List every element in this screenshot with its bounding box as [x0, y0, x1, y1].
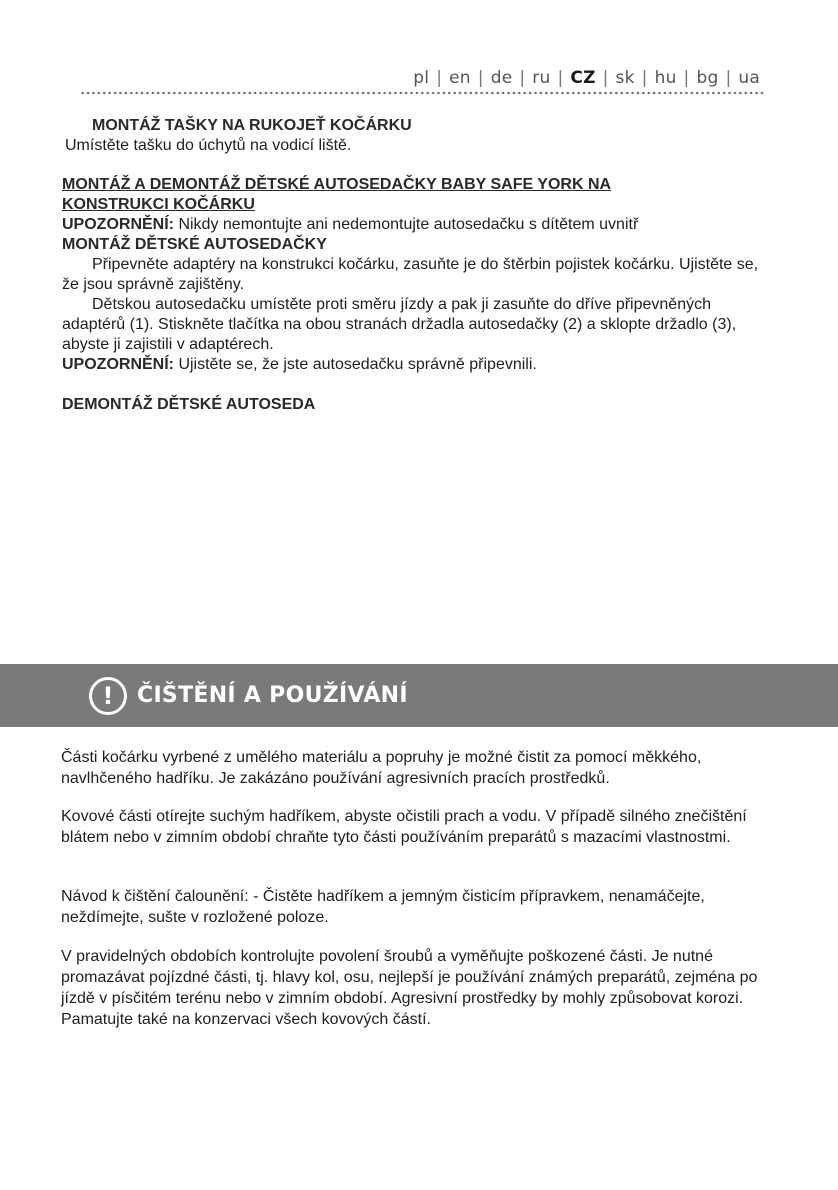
language-selector [413, 68, 760, 88]
section-bag-mounting [62, 116, 762, 156]
section-car-seat [62, 175, 762, 415]
lang-separator: | [683, 68, 690, 88]
car-seat-heading-line2: KONSTRUKCI KOČÁRKU [62, 196, 255, 213]
car-seat-dismount-heading: DEMONTÁŽ DĚTSKÉ AUTOSEDA [62, 396, 316, 413]
car-seat-paragraph-2: Dětskou autosedačku umístěte proti směru jízdy a pak ji zasuňte do dříve připevněných adaptérů (1). Stiskněte tlačítka na obou stranách držadla autosedačky (2) a sklopte držadlo (3), abyste ji zajistili v adaptérech. [62, 296, 737, 353]
banner-title: ČIŠTĚNÍ A POUŽÍVÁNÍ [137, 683, 408, 708]
lang-bg[interactable]: bg [696, 68, 719, 88]
dotted-divider [80, 91, 764, 95]
lang-separator: | [725, 68, 732, 88]
warning-line-2 [62, 355, 762, 375]
lang-separator: | [477, 68, 484, 88]
lang-hu[interactable]: hu [654, 68, 677, 88]
lang-separator: | [641, 68, 648, 88]
lang-separator: | [436, 68, 443, 88]
car-seat-mount-subheading: MONTÁŽ DĚTSKÉ AUTOSEDAČKY [62, 236, 327, 253]
warning-text: Nikdy nemontujte ani nedemontujte autosedačku s dítětem uvnitř [174, 216, 639, 233]
car-seat-paragraph-1: Připevněte adaptéry na konstrukci kočárku, zasuňte je do štěrbin pojistek kočárku. Ujistěte se, že jsou správně zajištěny. [62, 256, 759, 293]
lang-sk[interactable]: sk [615, 68, 635, 88]
cleaning-banner [0, 664, 838, 727]
lang-de[interactable]: de [490, 68, 513, 88]
cleaning-paragraph-1: Části kočárku vyrbené z umělého materiálu a popruhy je možné čistit za pomocí měkkého, navlhčeného hadříku. Je zakázáno používání agresivních pracích prostředků. [61, 749, 702, 787]
warning-text: Ujistěte se, že jste autosedačku správně připevnili. [174, 356, 537, 373]
car-seat-heading-line1: MONTÁŽ A DEMONTÁŽ DĚTSKÉ AUTOSEDAČKY BABY SAFE YORK NA [62, 176, 612, 193]
warning-label: UPOZORNĚNÍ: [62, 216, 174, 233]
exclamation-circle-icon: ! [89, 677, 127, 715]
lang-en[interactable]: en [449, 68, 471, 88]
bag-mounting-text: Umístěte tašku do úchytů na vodicí liště. [65, 137, 352, 154]
cleaning-paragraph-4: V pravidelných obdobích kontrolujte povolení šroubů a vyměňujte poškozené části. Je nutné promazávat pojízdné části, tj. hlavy kol, osu, nejlepší je používání známých preparátů, zejména po jízdě v písčitém terénu nebo v zimním období. Agresivní prostředky by mohly způsobovat korozi. Pamatujte také na konzervaci všech kovových částí. [61, 948, 758, 1028]
warning-line-1 [62, 215, 762, 235]
lang-separator: | [519, 68, 526, 88]
lang-cz-active[interactable]: CZ [570, 68, 596, 88]
cleaning-paragraph-3: Návod k čištění čalounění: - Čistěte hadříkem a jemným čisticím přípravkem, nenamáčejte, neždímejte, sušte v rozložené poloze. [61, 888, 705, 926]
bag-mounting-heading: MONTÁŽ TAŠKY NA RUKOJEŤ KOČÁRKU [92, 117, 412, 134]
warning-label: UPOZORNĚNÍ: [62, 356, 174, 373]
lang-ru[interactable]: ru [532, 68, 551, 88]
lang-separator: | [557, 68, 564, 88]
lang-ua[interactable]: ua [738, 68, 760, 88]
cleaning-paragraph-2: Kovové části otírejte suchým hadříkem, abyste očistili prach a vodu. V případě silného znečištění blátem nebo v zimním období chraňte tyto části používáním preparátů s mazacími vlastnostmi. [61, 808, 747, 846]
lang-separator: | [602, 68, 609, 88]
lang-pl[interactable]: pl [413, 68, 430, 88]
